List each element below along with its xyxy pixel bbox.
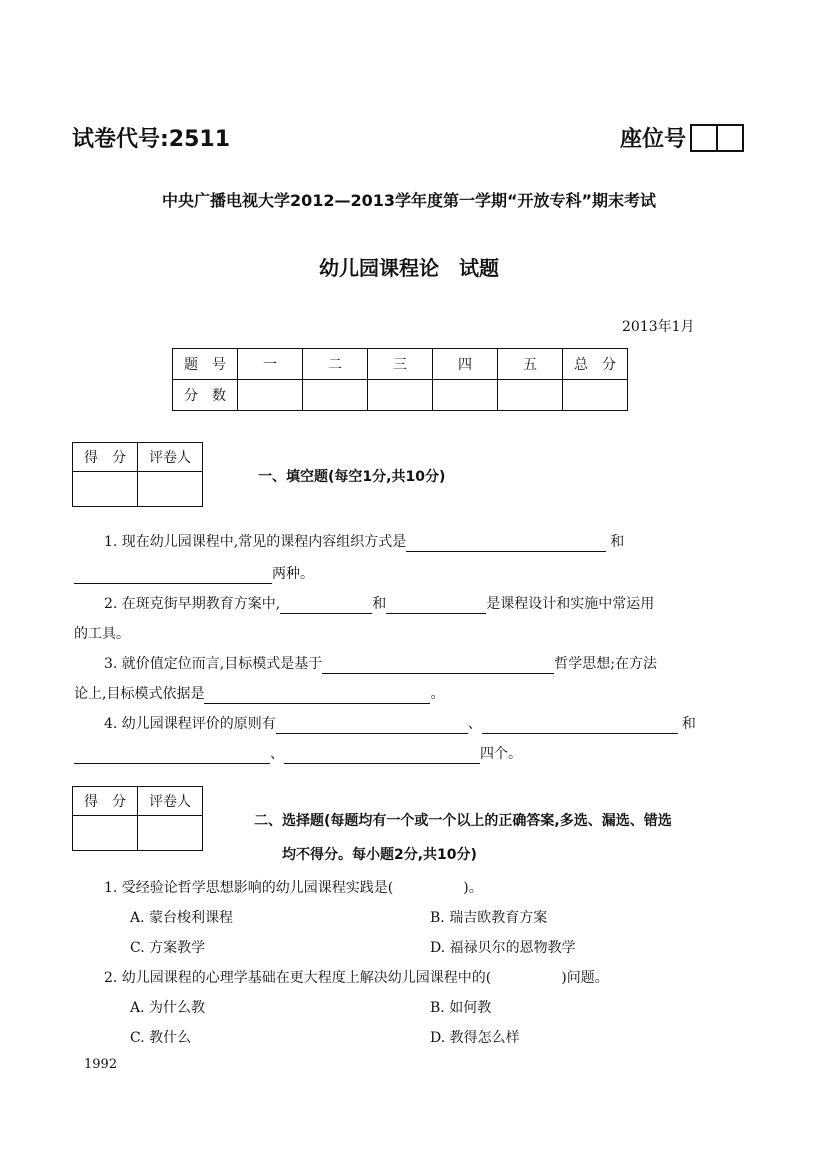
s1-question-4-line2 xyxy=(74,744,522,764)
s2-question-2: 2. 幼儿园课程的心理学基础在更大程度上解决幼儿园课程中的( )问题。 xyxy=(104,970,609,986)
score-cell xyxy=(563,380,628,411)
s1-question-3 xyxy=(104,654,657,674)
exam-title: 幼儿园课程论 试题 xyxy=(319,256,499,280)
s1q3-end: 。 xyxy=(430,686,445,702)
score-header-cell: 四 xyxy=(433,349,498,380)
answer-blank xyxy=(284,747,480,764)
s2q1-option-d: D. 福禄贝尔的恩物教学 xyxy=(430,940,576,956)
score-header-cell: 三 xyxy=(368,349,433,380)
s1q4-sep2: 、 xyxy=(270,746,284,762)
score-cell xyxy=(433,380,498,411)
s2q2-option-b: B. 如何教 xyxy=(430,1000,492,1016)
answer-blank xyxy=(280,597,372,614)
s2q1-option-c: C. 方案教学 xyxy=(130,940,206,956)
s1-question-4 xyxy=(104,714,696,734)
seat-box xyxy=(716,124,744,152)
s1q4-sep: 、 xyxy=(467,716,482,732)
s2q1-option-b: B. 瑞吉欧教育方案 xyxy=(430,910,548,926)
seat-box xyxy=(690,124,718,152)
section2-heading-line1: 二、选择题(每题均有一个或一个以上的正确答案,多选、漏选、错选 xyxy=(254,813,672,829)
exam-code: 试卷代号:2511 xyxy=(72,127,231,152)
grader-score-cell xyxy=(73,816,138,851)
s1q2-text: 2. 在斑克街早期教育方案中, xyxy=(104,596,281,612)
seat-number-boxes xyxy=(692,124,744,152)
score-header-cell: 一 xyxy=(238,349,303,380)
grader-score-label: 得 分 xyxy=(73,787,138,816)
grader-box-section1 xyxy=(72,442,203,507)
score-header-cell: 总 分 xyxy=(563,349,628,380)
score-cell xyxy=(303,380,368,411)
exam-date: 2013年1月 xyxy=(622,319,695,335)
s2-question-1: 1. 受经验论哲学思想影响的幼儿园课程实践是( )。 xyxy=(104,880,483,896)
s1-question-1 xyxy=(104,532,624,552)
score-header-cell: 题 号 xyxy=(173,349,238,380)
answer-blank xyxy=(406,535,606,552)
section2-heading-line2: 均不得分。每小题2分,共10分) xyxy=(282,847,477,863)
section1-heading: 一、填空题(每空1分,共10分) xyxy=(258,469,446,485)
s1q4-end: 四个。 xyxy=(480,746,522,762)
answer-blank xyxy=(386,597,486,614)
grader-score-label: 得 分 xyxy=(73,443,138,472)
answer-blank xyxy=(74,747,270,764)
seat-number-label: 座位号 xyxy=(620,127,687,152)
s2q2-option-c: C. 教什么 xyxy=(130,1030,192,1046)
score-cell xyxy=(238,380,303,411)
s1-question-2 xyxy=(104,594,654,614)
s1q3-text2: 哲学思想;在方法 xyxy=(554,656,657,672)
s2q2-option-d: D. 教得怎么样 xyxy=(430,1030,520,1046)
grader-name-cell xyxy=(138,472,203,507)
s1q3-text: 3. 就价值定位而言,目标模式是基于 xyxy=(104,656,323,672)
s1q3-text3: 论上,目标模式依据是 xyxy=(74,686,205,702)
score-header-cell: 二 xyxy=(303,349,368,380)
university-line: 中央广播电视大学2012—2013学年度第一学期“开放专科”期末考试 xyxy=(161,191,657,210)
grader-name-label: 评卷人 xyxy=(138,443,203,472)
s2q2-option-a: A. 为什么教 xyxy=(130,1000,206,1016)
s1q1-end: 两种。 xyxy=(272,566,314,582)
page-number: 1992 xyxy=(84,1057,118,1072)
s1-question-1-line2 xyxy=(74,564,314,584)
score-table xyxy=(172,348,628,411)
grader-name-cell xyxy=(138,816,203,851)
s1q1-text: 1. 现在幼儿园课程中,常见的课程内容组织方式是 xyxy=(104,534,407,550)
s1q4-and: 和 xyxy=(681,716,696,732)
answer-blank xyxy=(322,657,554,674)
s1q4-text: 4. 幼儿园课程评价的原则有 xyxy=(104,716,276,732)
grader-name-label: 评卷人 xyxy=(138,787,203,816)
s2q1-option-a: A. 蒙台梭利课程 xyxy=(130,910,234,926)
score-cell xyxy=(368,380,433,411)
s1-question-2-line2: 的工具。 xyxy=(74,626,130,642)
answer-blank xyxy=(204,687,430,704)
answer-blank xyxy=(482,717,678,734)
answer-blank xyxy=(276,717,468,734)
grader-box-section2 xyxy=(72,786,203,851)
score-cell xyxy=(498,380,563,411)
grader-score-cell xyxy=(73,472,138,507)
s1-question-3-line2 xyxy=(74,684,444,704)
s1q2-text2: 是课程设计和实施中常运用 xyxy=(486,596,655,612)
score-header-cell: 五 xyxy=(498,349,563,380)
score-row-label: 分 数 xyxy=(173,380,238,411)
s1q1-and: 和 xyxy=(610,534,625,550)
s1q2-and: 和 xyxy=(372,596,387,612)
answer-blank xyxy=(74,567,272,584)
